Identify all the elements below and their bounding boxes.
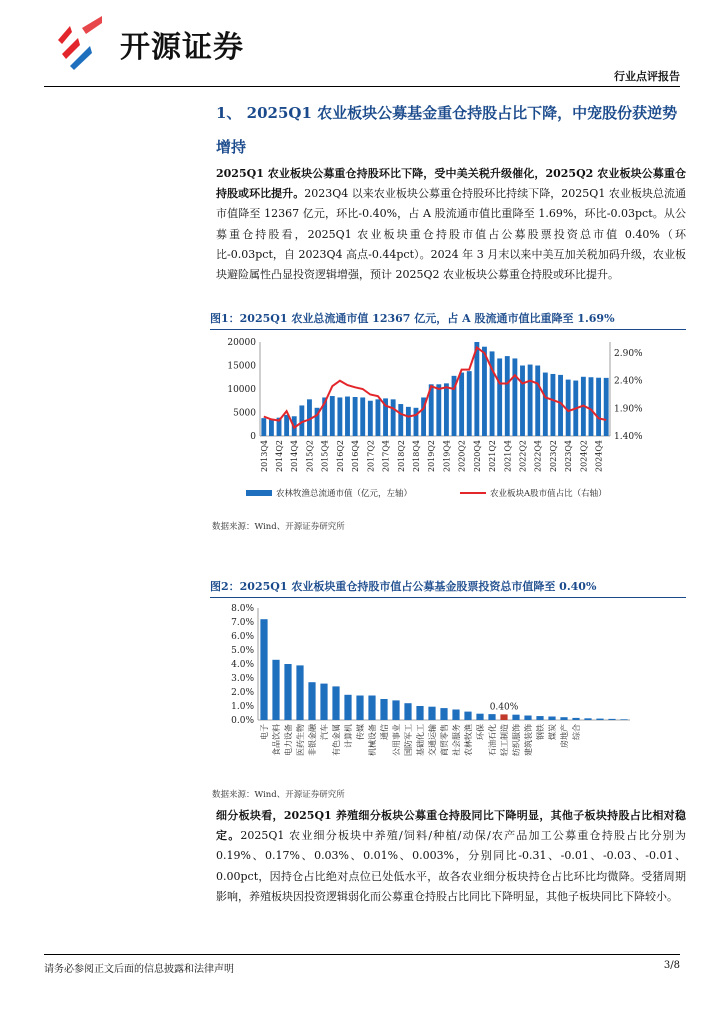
x-tick-label: 轻工制造 <box>500 724 509 756</box>
x-tick-label: 有色金属 <box>332 724 341 756</box>
bar <box>391 399 396 436</box>
x-tick-label: 2020Q4 <box>472 440 482 473</box>
bar <box>261 418 266 436</box>
y-tick-label: 8.0% <box>231 604 254 614</box>
right-axis-tick-label: 1.40% <box>614 432 643 442</box>
x-tick-label: 煤炭 <box>548 724 557 740</box>
y-tick-label: 4.0% <box>231 660 254 670</box>
bar <box>414 408 419 436</box>
left-axis-tick-label: 0 <box>250 432 256 442</box>
x-tick-label: 非银金融 <box>308 724 317 756</box>
bar <box>520 366 525 437</box>
left-axis-tick-label: 10000 <box>227 385 256 395</box>
x-tick-label: 食品饮料 <box>272 724 281 756</box>
x-tick-label: 通信 <box>380 724 389 740</box>
bar <box>440 708 447 720</box>
x-tick-label: 2017Q2 <box>366 440 376 473</box>
bar <box>269 420 274 436</box>
x-tick-label: 2015Q2 <box>305 440 315 473</box>
x-tick-label: 2020Q2 <box>457 440 467 473</box>
bar <box>482 347 487 436</box>
bar <box>459 373 464 436</box>
bar <box>444 383 449 436</box>
x-tick-label: 电子 <box>260 724 269 740</box>
bar <box>572 718 579 720</box>
x-tick-label: 2022Q2 <box>518 440 528 473</box>
bar <box>589 377 594 436</box>
x-tick-label: 交通运输 <box>428 724 437 756</box>
figure-2-source: 数据来源：Wind、开源证券研究所 <box>212 790 345 800</box>
x-tick-label: 2022Q4 <box>533 440 543 473</box>
figure-1-source: 数据来源：Wind、开源证券研究所 <box>212 522 345 532</box>
page-number: 3/8 <box>663 960 680 971</box>
bar <box>474 342 479 436</box>
x-tick-label: 2021Q2 <box>488 440 498 473</box>
x-tick-label: 2021Q4 <box>503 440 513 473</box>
bar <box>332 686 339 720</box>
right-axis-tick-label: 2.40% <box>614 376 643 387</box>
report-type: 行业点评报告 <box>614 70 680 83</box>
x-tick-label: 医药生物 <box>296 724 305 756</box>
x-tick-label: 纺织服饰 <box>512 724 521 756</box>
bar <box>560 717 567 720</box>
bar <box>360 397 365 436</box>
bar <box>467 371 472 436</box>
bar <box>392 700 399 720</box>
bar <box>528 365 533 436</box>
x-tick-label: 基础化工 <box>416 724 425 756</box>
bar <box>404 703 411 720</box>
x-tick-label: 电力设备 <box>284 724 293 756</box>
bar <box>416 706 423 720</box>
y-tick-label: 0.0% <box>231 716 254 726</box>
bar <box>308 682 315 720</box>
bar <box>608 719 615 720</box>
x-tick-label: 2016Q4 <box>351 440 361 473</box>
figure-2-title: 图2：2025Q1 农业板块重仓持股市值占公募基金股票投资总市值降至 0.40% <box>210 578 686 598</box>
figure-1-chart <box>210 332 686 518</box>
x-tick-label: 钢铁 <box>536 724 545 740</box>
bar <box>436 384 441 436</box>
bar <box>535 366 540 437</box>
y-tick-label: 7.0% <box>231 618 254 628</box>
x-tick-label: 2019Q4 <box>442 440 452 473</box>
bar <box>353 397 358 436</box>
x-tick-label: 2019Q2 <box>427 440 437 473</box>
bar <box>296 665 303 720</box>
bar <box>320 684 327 720</box>
right-axis-tick-label: 2.90% <box>614 349 643 360</box>
x-tick-label: 2014Q4 <box>290 440 300 473</box>
bar <box>464 712 471 720</box>
x-tick-label: 2013Q4 <box>259 440 269 473</box>
bar <box>596 719 603 720</box>
y-tick-label: 6.0% <box>231 632 254 642</box>
bar <box>551 374 556 436</box>
bar <box>272 660 279 720</box>
left-axis-tick-label: 5000 <box>233 408 256 419</box>
bar <box>584 718 591 720</box>
x-tick-label: 2023Q4 <box>564 440 574 473</box>
x-tick-label: 2023Q2 <box>548 440 558 473</box>
bar <box>398 404 403 436</box>
bar <box>260 619 267 720</box>
bar <box>337 397 342 436</box>
brand-name: 开源证券 <box>120 30 244 65</box>
bar <box>330 396 335 436</box>
bar <box>524 716 531 720</box>
bar <box>505 356 510 436</box>
x-tick-label: 2018Q2 <box>396 440 406 473</box>
x-tick-label: 社会服务 <box>452 724 461 756</box>
x-tick-label: 2018Q4 <box>411 440 421 473</box>
x-tick-label: 传媒 <box>356 724 365 740</box>
legend-line-label: 农业板块A股市值占比（右轴） <box>490 489 607 499</box>
bar <box>512 358 517 436</box>
paragraph-1-lead: 2025Q1 农业板块公募重仓持股环比下降，受中美关税升级催化，2025Q2 农业板块公募重仓持股或环比提升。 <box>216 167 686 201</box>
header-divider <box>44 86 680 87</box>
bar <box>284 664 291 720</box>
bar <box>344 695 351 720</box>
section-title: 1、 2025Q1 农业板块公募基金重仓持股占比下降，中宠股份获逆势增持 <box>216 104 678 156</box>
bar <box>620 719 627 720</box>
x-tick-label: 环保 <box>476 724 485 740</box>
bar <box>380 699 387 720</box>
bar-highlight <box>500 714 507 720</box>
legend-bar-label: 农林牧渔总流通市值（亿元，左轴） <box>276 489 413 499</box>
bar <box>376 399 381 436</box>
legend-bar-swatch <box>246 490 272 496</box>
footer-divider <box>44 954 680 955</box>
x-tick-label: 2016Q2 <box>335 440 345 473</box>
x-tick-label: 石油石化 <box>488 724 497 756</box>
bar <box>512 715 519 720</box>
right-axis-tick-label: 1.90% <box>614 404 643 415</box>
x-tick-label: 公用事业 <box>392 724 401 756</box>
x-tick-label: 房地产 <box>560 724 569 748</box>
bar <box>368 696 375 721</box>
x-tick-label: 汽车 <box>320 724 329 740</box>
highlight-data-label: 0.40% <box>489 702 519 713</box>
x-tick-label: 建筑装饰 <box>524 724 533 756</box>
paragraph-1 <box>216 164 686 285</box>
paragraph-2-body: 2025Q1 农业细分板块中养殖/饲料/种植/动保/农产品加工公募重仓持股占比分别为 0.19%、0.17%、0.03%、0.01%、0.003%，分别同比-0.31、-0.01、-0.03、-0.01、0.00pct，因持仓占比绝对点位已处低水平，故各农业细分板块持仓占比环比均微降。受猪周期影响，养殖板块因投资逻辑弱化而公募重仓持股占比同比下降明显，其他子板块同比下降较小。 <box>216 829 686 903</box>
bar <box>497 358 502 436</box>
bar <box>536 716 543 720</box>
x-tick-label: 计算机 <box>344 724 353 748</box>
bar <box>406 407 411 436</box>
x-tick-label: 2015Q4 <box>320 440 330 473</box>
x-tick-label: 2024Q4 <box>594 440 604 473</box>
x-tick-label: 2024Q2 <box>579 440 589 473</box>
bar <box>596 378 601 436</box>
left-axis-tick-label: 20000 <box>227 338 256 348</box>
bar <box>488 714 495 720</box>
bar <box>548 717 555 721</box>
x-tick-label: 2017Q4 <box>381 440 391 473</box>
y-tick-label: 2.0% <box>231 688 254 698</box>
x-tick-label: 商贸零售 <box>440 724 449 756</box>
figure-1-title: 图1：2025Q1 农业总流通市值 12367 亿元，占 A 股流通市值比重降至 1.69% <box>210 310 686 330</box>
bar <box>476 714 483 720</box>
x-tick-label: 2014Q2 <box>275 440 285 473</box>
left-axis-tick-label: 15000 <box>227 361 256 372</box>
bar <box>428 707 435 720</box>
bar <box>604 378 609 436</box>
bar <box>284 415 289 436</box>
figure-2-chart <box>210 600 686 786</box>
bar <box>356 696 363 721</box>
paragraph-1-body: 2023Q4 以来农业板块公募重仓持股环比持续下降，2025Q1 农业板块总流通市值降至 12367 亿元，环比-0.40%，占 A 股流通市值比重降至 1.69%，环比-0.03pct。从公募重仓持股看，2025Q1 农业板块重仓持股市值占公募股票投资总市值 0.40%（环比-0.03pct，自 2023Q4 高点-0.44pct）。2024 年 3 月末以来中美互加关税加码升级，农业板块避险属性凸显投资逻辑增强，预计 2025Q2 农业板块公募重仓持股或环比提升。 <box>216 187 687 282</box>
footer-disclaimer: 请务必参阅正文后面的信息披露和法律声明 <box>44 964 234 975</box>
x-tick-label: 综合 <box>572 724 581 740</box>
logo-mark-icon <box>58 16 102 70</box>
bar <box>345 397 350 436</box>
y-tick-label: 3.0% <box>231 674 254 684</box>
x-tick-label: 国防军工 <box>404 724 413 756</box>
x-tick-label: 机械设备 <box>368 724 377 756</box>
x-tick-label: 农林牧渔 <box>464 724 473 756</box>
bar <box>543 373 548 436</box>
y-tick-label: 1.0% <box>231 702 254 712</box>
paragraph-2-lead: 细分板块看，2025Q1 养殖细分板块公募重仓持股同比下降明显，其他子板块持股占比相对稳定。 <box>216 809 686 843</box>
bar <box>452 710 459 721</box>
bar <box>368 401 373 436</box>
y-tick-label: 5.0% <box>231 646 254 656</box>
paragraph-2 <box>216 806 686 907</box>
